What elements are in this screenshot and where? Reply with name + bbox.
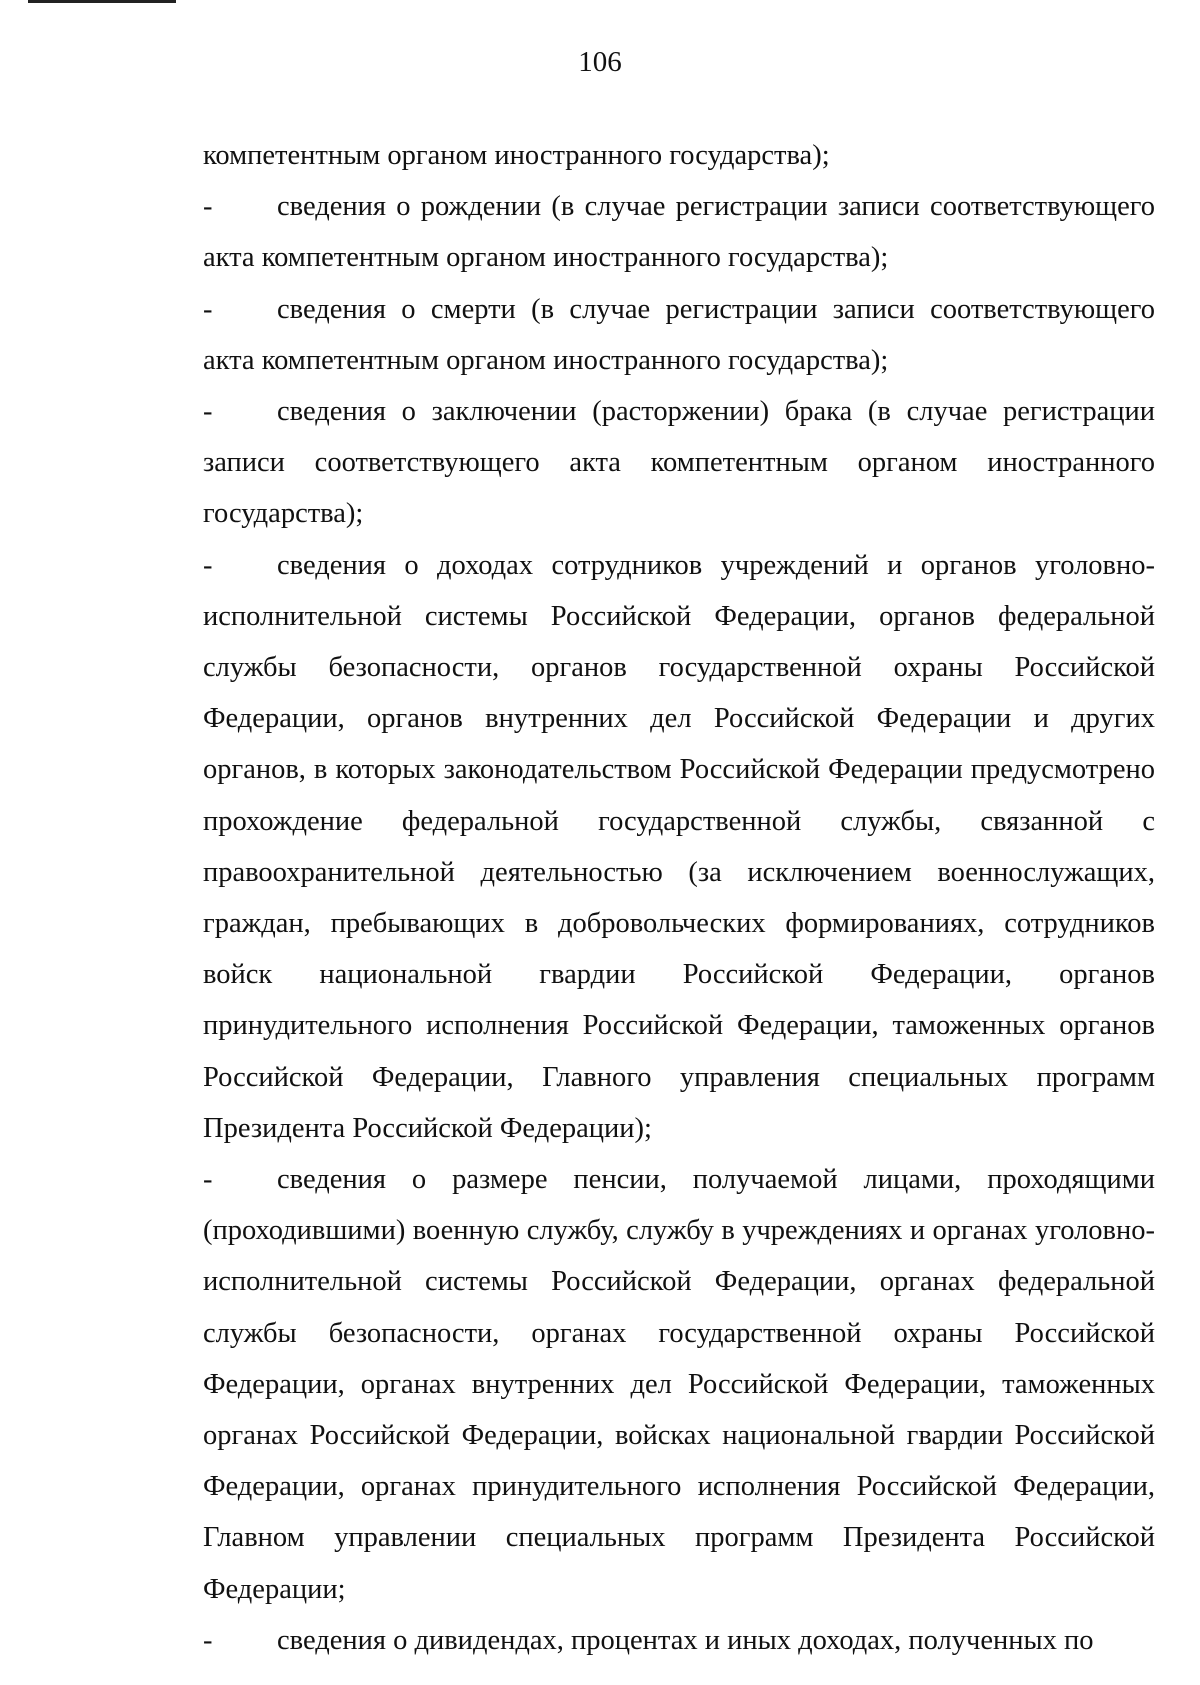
list-item <box>203 284 1155 386</box>
list-item-text: сведения о смерти (в случае регистрации записи соответствующего акта компетентным органом иностранного государства); <box>203 293 1155 376</box>
bullet-dash: - <box>203 396 213 428</box>
list-item-text: сведения о размере пенсии, получаемой лицами, проходящими (проходившими) военную службу, службу в учреждениях и органах уголовно-исполнительной системы Российской Федерации, органах федеральной службы безопасности, органах государственной охраны Российской Федерации, органах внутренних дел Российской Федерации, таможенных органах Российской Федерации, войсках национальной гвардии Российской Федерации, органах принудительного исполнения Российской Федерации, Главном управлении специальных программ Президента Российской Федерации; <box>203 1164 1155 1605</box>
list-item <box>203 540 1155 1154</box>
scan-corner-mark <box>28 0 176 3</box>
list-item <box>203 386 1155 540</box>
list-item-text: сведения о дивидендах, процентах и иных доходах, полученных по <box>277 1624 1094 1656</box>
document-body <box>203 130 1155 1666</box>
list-item-text: сведения о доходах сотрудников учреждений и органов уголовно-исполнительной системы Российской Федерации, органов федеральной службы безопасности, органов государственной охраны Российской Федерации, органов внутренних дел Российской Федерации и других органов, в которых законодательством Российской Федерации предусмотрено прохождение федеральной государственной службы, связанной с правоохранительной деятельностью (за исключением военнослужащих, граждан, пребывающих в добровольческих формированиях, сотрудников войск национальной гвардии Российской Федерации, органов принудительного исполнения Российской Федерации, таможенных органов Российской Федерации, Главного управления специальных программ Президента Российской Федерации); <box>203 549 1155 1144</box>
list-item <box>203 1615 1155 1666</box>
continuation-line: компетентным органом иностранного государства); <box>203 140 830 171</box>
bullet-dash: - <box>203 1164 213 1196</box>
list-item-text: сведения о рождении (в случае регистрации записи соответствующего акта компетентным органом иностранного государства); <box>203 191 1155 274</box>
list-item <box>203 181 1155 283</box>
list-item-text: сведения о заключении (расторжении) брака (в случае регистрации записи соответствующего акта компетентным органом иностранного государства); <box>203 396 1155 530</box>
bullet-dash: - <box>203 293 213 325</box>
page-number: 106 <box>578 46 622 78</box>
bullet-dash: - <box>203 1624 213 1656</box>
bullet-dash: - <box>203 549 213 581</box>
bullet-dash: - <box>203 191 213 223</box>
list-item <box>203 1154 1155 1615</box>
